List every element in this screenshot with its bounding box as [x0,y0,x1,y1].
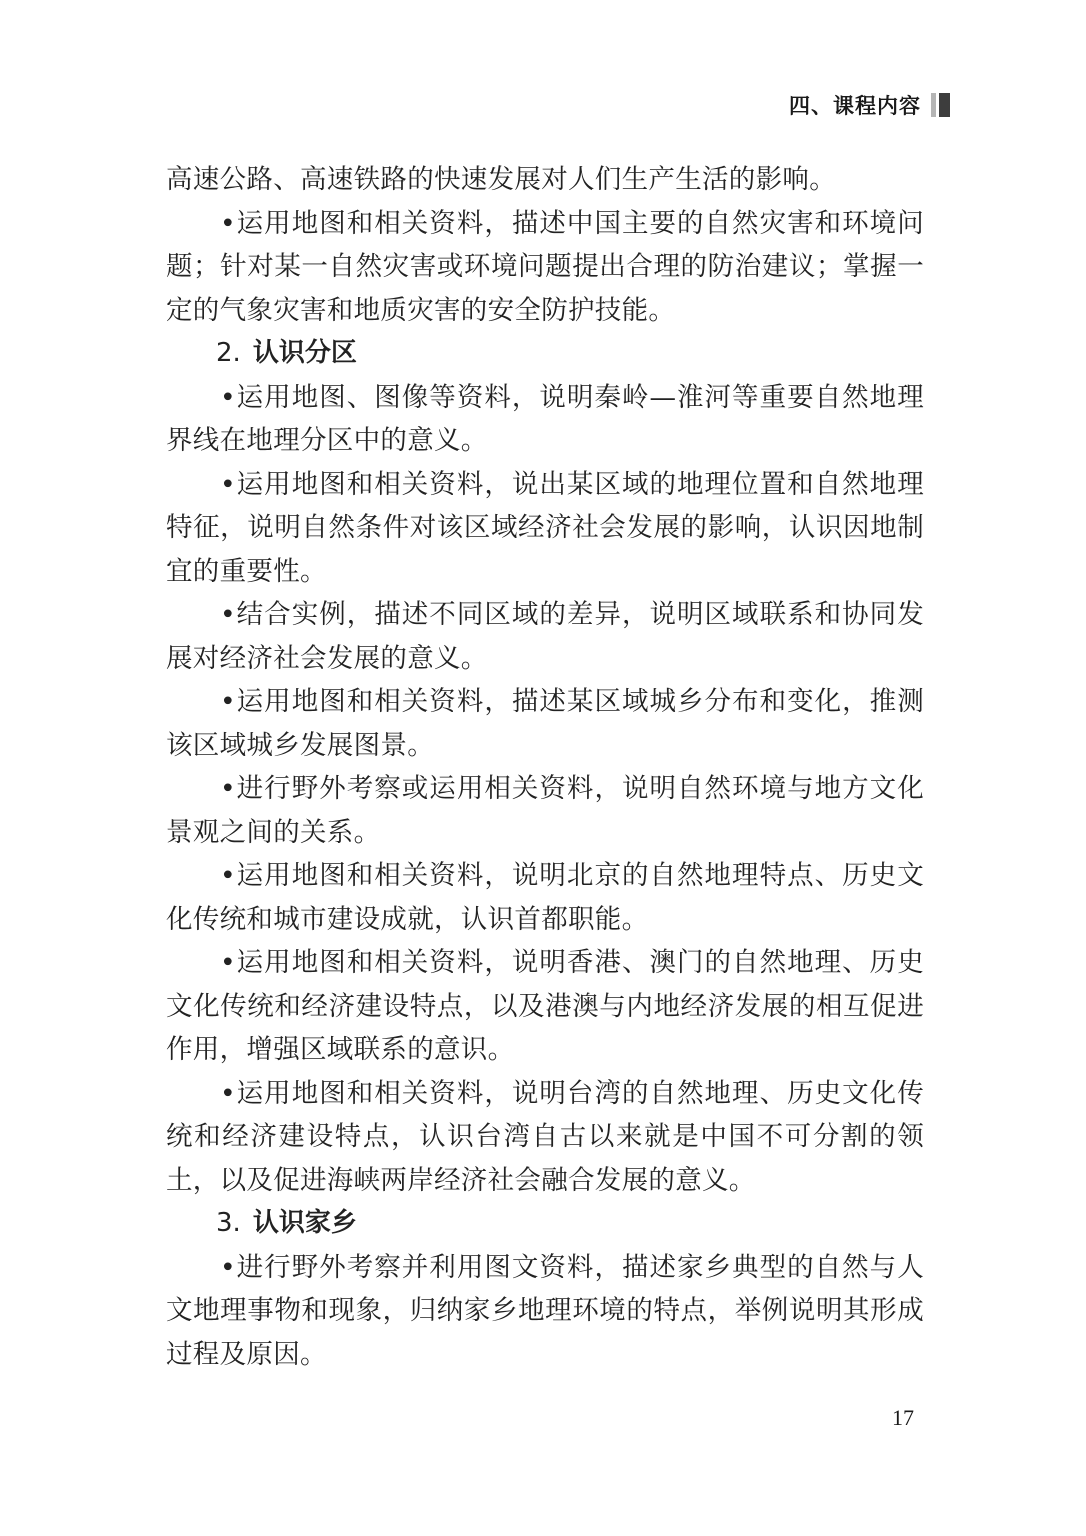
running-header [789,92,950,118]
paragraph: •运用地图和相关资料，说明香港、澳门的自然地理、历史文化传统和经济建设特点，以及港澳与内地经济发展的相互促进作用，增强区域联系的意识。 [166,947,924,1065]
paragraph: •进行野外考察并利用图文资料，描述家乡典型的自然与人文地理事物和现象，归纳家乡地理环境的特点，举例说明其形成过程及原因。 [166,1251,924,1370]
section-title: 认识分区 [252,338,357,368]
header-bar-thick [939,93,950,117]
paragraph: •运用地图和相关资料，描述中国主要的自然灾害和环境问题；针对某一自然灾害或环境问题提出合理的防治建议；掌握一定的气象灾害和地质灾害的安全防护技能。 [166,207,924,326]
paragraph: •进行野外考察或运用相关资料，说明自然环境与地方文化景观之间的关系。 [166,773,924,848]
section-number: 2. [216,338,241,368]
section-title: 认识家乡 [252,1208,357,1238]
paragraph: 高速公路、高速铁路的快速发展对人们生产生活的影响。 [166,164,836,195]
paragraph: •运用地图和相关资料，说明台湾的自然地理、历史文化传统和经济建设特点，认识台湾自古以来就是中国不可分割的领土，以及促进海峡两岸经济社会融合发展的意义。 [166,1077,924,1196]
header-bars-decoration [931,93,950,117]
paragraph: •运用地图和相关资料，说明北京的自然地理特点、历史文化传统和城市建设成就，认识首都职能。 [166,860,924,935]
section-number: 3. [216,1208,241,1238]
chapter-title: 四、课程内容 [789,93,921,118]
header-bar-thin [931,93,936,117]
paragraph: •结合实例，描述不同区域的差异，说明区域联系和协同发展对经济社会发展的意义。 [166,599,924,674]
section-heading [166,1202,924,1246]
page-number: 17 [892,1405,914,1430]
body-text [166,158,924,1376]
paragraph: •运用地图和相关资料，描述某区域城乡分布和变化，推测该区域城乡发展图景。 [166,686,924,761]
paragraph: •运用地图、图像等资料，说明秦岭—淮河等重要自然地理界线在地理分区中的意义。 [166,381,924,456]
section-heading [166,332,924,376]
paragraph: •运用地图和相关资料，说出某区域的地理位置和自然地理特征，说明自然条件对该区域经济社会发展的影响，认识因地制宜的重要性。 [166,468,924,587]
